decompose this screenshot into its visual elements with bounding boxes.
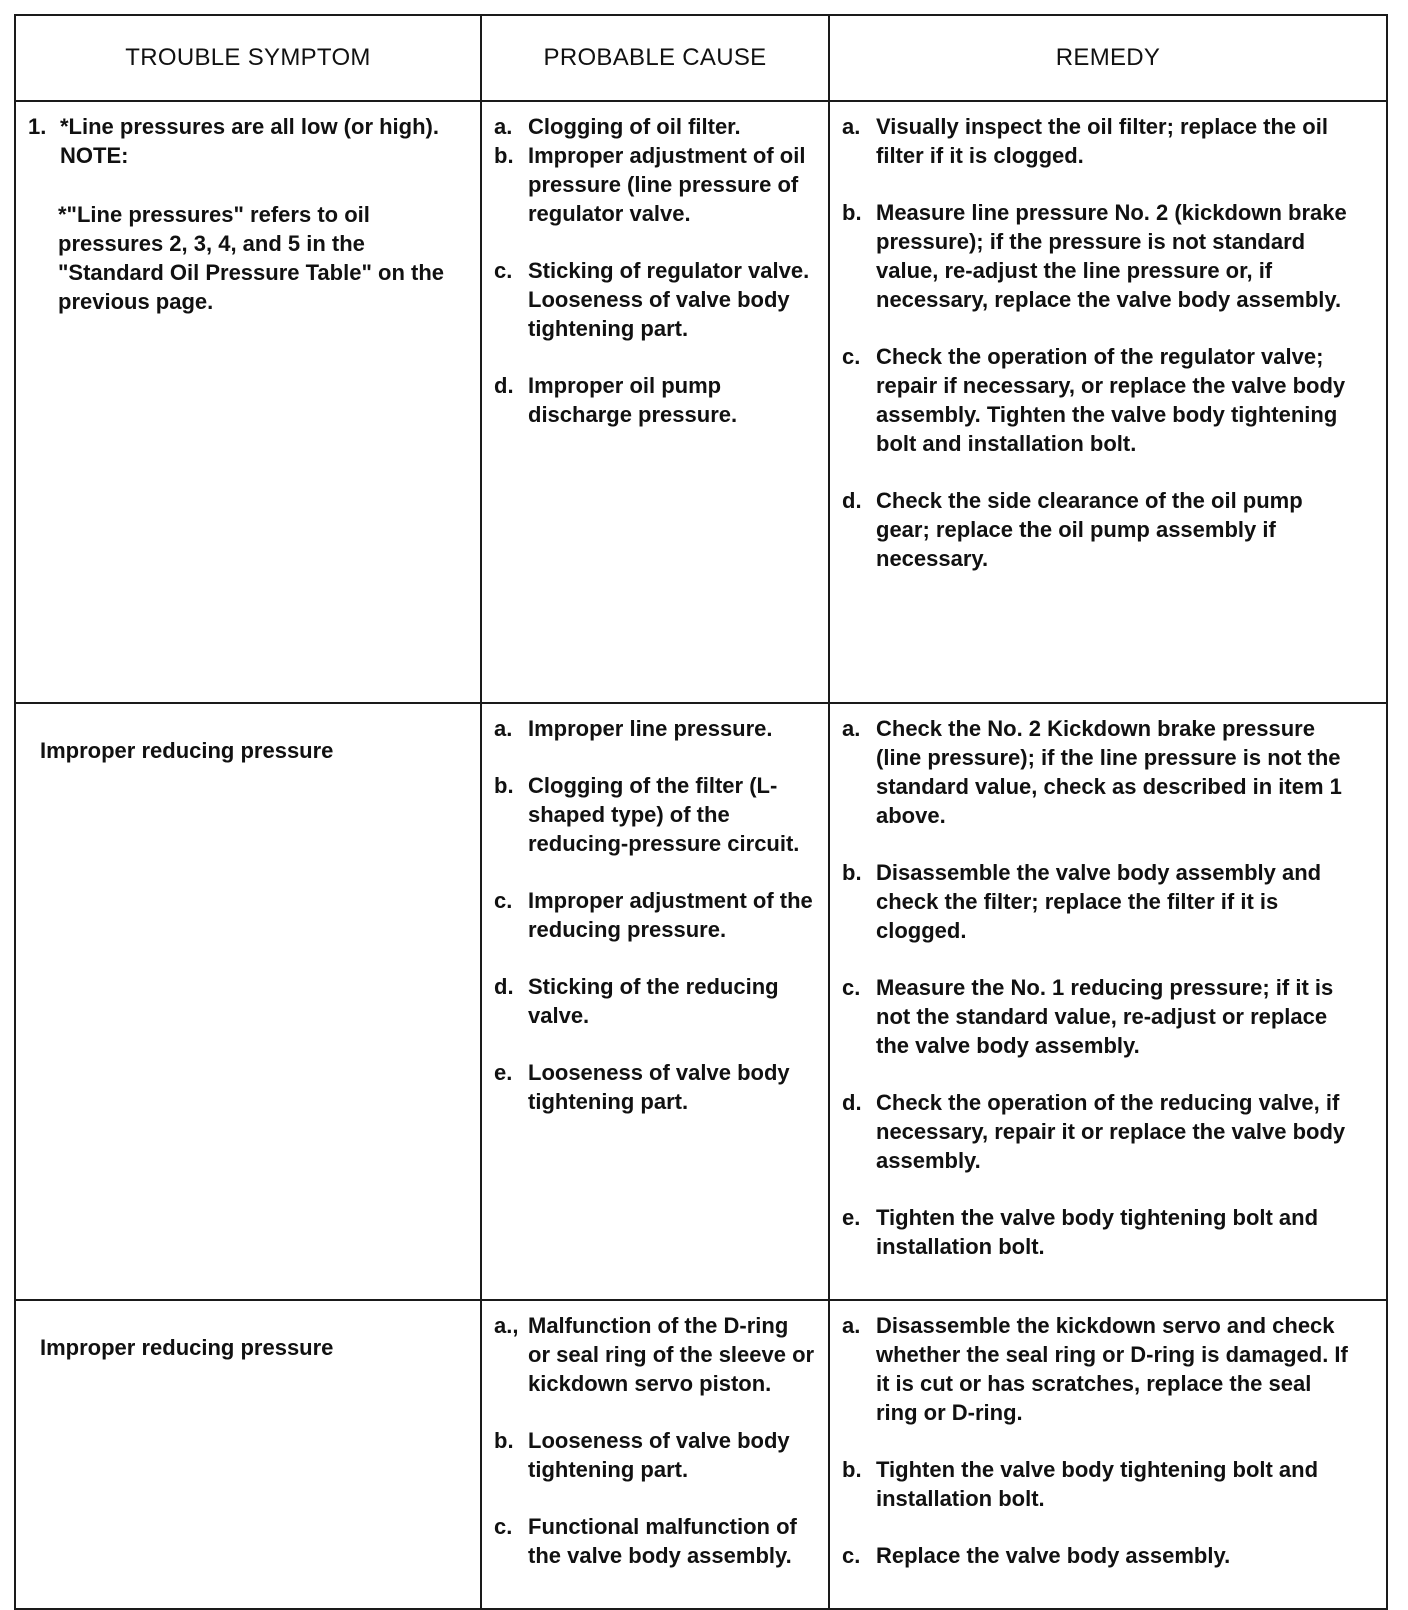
item-text: Improper line pressure. [528,716,773,741]
cause-item [494,1512,816,1570]
remedy-item [842,973,1356,1060]
item-text: Measure line pressure No. 2 (kickdown brake pressure); if the pressure is not standard value, re-adjust the line pressure or, if necessary, replace the valve body assembly. [876,200,1347,312]
troubleshooting-table [14,14,1388,1610]
item-letter: a. [842,716,861,741]
item-text: Looseness of valve body tightening part. [528,1428,790,1482]
item-letter: c. [494,888,513,913]
cause-item [494,771,816,858]
item-text: Improper adjustment of the reducing pressure. [528,888,813,942]
table-row [15,703,1387,1300]
item-text: Sticking of the reducing valve. [528,974,779,1028]
item-letter: e. [842,1205,861,1230]
remedy-cell [829,101,1387,703]
item-letter: d. [494,373,514,398]
item-number: 1. [28,114,47,139]
item-text: Check the No. 2 Kickdown brake pressure (line pressure); if the line pressure is not the standard value, check as described in item 1 above. [876,716,1342,828]
remedy-item [842,1203,1356,1261]
item-text: Improper adjustment of oil pressure (line pressure of regulator valve. [528,143,806,226]
cause-item [494,112,816,141]
item-text: Functional malfunction of the valve body assembly. [528,1514,797,1568]
header-remedy: REMEDY [829,15,1387,101]
item-letter: c. [494,258,513,283]
cause-cell [481,1300,829,1609]
item-text: Disassemble the valve body assembly and check the filter; replace the filter if it is clogged. [876,860,1322,943]
item-text: Clogging of the filter (L-shaped type) of the reducing-pressure circuit. [528,773,800,856]
remedy-item [842,1311,1356,1427]
cause-cell [481,703,829,1300]
item-letter: a. [842,114,861,139]
cause-item [494,371,816,429]
item-letter: a. [494,114,513,139]
item-letter: b. [494,773,514,798]
cause-item [494,1426,816,1484]
item-text: Disassemble the kickdown servo and check whether the seal ring or D-ring is damaged. If it is cut or has scratches, replace the seal ring or D-ring. [876,1313,1348,1425]
remedy-item [842,1455,1356,1513]
header-trouble-symptom: TROUBLE SYMPTOM [15,15,481,101]
cause-item [494,972,816,1030]
item-text: Measure the No. 1 reducing pressure; if it is not the standard value, re-adjust or replace the valve body assembly. [876,975,1334,1058]
item-text: Improper oil pump discharge pressure. [528,373,738,427]
header-probable-cause: PROBABLE CAUSE [481,15,829,101]
remedy-cell [829,1300,1387,1609]
remedy-item [842,714,1356,830]
item-letter: b. [494,1428,514,1453]
symptom-text: Improper reducing pressure [40,1335,334,1360]
item-text: Visually inspect the oil filter; replace the oil filter if it is clogged. [876,114,1328,168]
item-text: Malfunction of the D-ring or seal ring of the sleeve or kickdown servo piston. [528,1313,815,1396]
item-letter: c. [842,975,861,1000]
item-letter: c. [494,1514,513,1539]
cause-item [494,141,816,228]
item-text: Tighten the valve body tightening bolt and installation bolt. [876,1205,1319,1259]
item-letter: d. [842,488,862,513]
cause-item [494,1058,816,1116]
item-text: Replace the valve body assembly. [876,1543,1231,1568]
item-letter: d. [842,1090,862,1115]
cause-item [494,1311,816,1398]
item-text: Looseness of valve body tightening part. [528,1060,790,1114]
item-letter: c. [842,1543,861,1568]
remedy-item [842,1541,1356,1570]
header-row [15,15,1387,101]
item-letter: b. [842,1457,862,1482]
item-text: Check the operation of the reducing valve, if necessary, repair it or replace the valve body assembly. [876,1090,1346,1173]
remedy-item [842,342,1356,458]
item-letter: a. [494,716,513,741]
cause-item [494,714,816,743]
item-letter: a. [842,1313,861,1338]
item-text: Check the operation of the regulator valve; repair if necessary, or replace the valve body assembly. Tighten the valve body tightening bolt and installation bolt. [876,344,1346,456]
cause-item [494,256,816,343]
remedy-item [842,486,1356,573]
symptom-cell [15,101,481,703]
symptom-cell [15,703,481,1300]
remedy-cell [829,703,1387,1300]
remedy-item [842,112,1356,170]
symptom-cell [15,1300,481,1609]
item-letter: d. [494,974,514,999]
item-text: Sticking of regulator valve. Looseness of valve body tightening part. [528,258,810,341]
cause-item [494,886,816,944]
remedy-item [842,198,1356,314]
item-text: Check the side clearance of the oil pump gear; replace the oil pump assembly if necessary. [876,488,1303,571]
item-letter: b. [842,860,862,885]
remedy-item [842,1088,1356,1175]
item-letter: a., [494,1313,519,1338]
symptom-line: *Line pressures are all low (or high). NOTE: [60,114,439,168]
item-text: Tighten the valve body tightening bolt and installation bolt. [876,1457,1319,1511]
item-letter: e. [494,1060,513,1085]
item-letter: c. [842,344,861,369]
remedy-item [842,858,1356,945]
symptom-note: *"Line pressures" refers to oil pressures 2, 3, 4, and 5 in the "Standard Oil Pressure Table" on the previous page. [58,202,444,314]
item-letter: b. [842,200,862,225]
table-row [15,1300,1387,1609]
item-letter: b. [494,143,514,168]
symptom-text: Improper reducing pressure [40,738,334,763]
cause-cell [481,101,829,703]
table-row [15,101,1387,703]
symptom-text [28,112,470,170]
item-text: Clogging of oil filter. [528,114,741,139]
